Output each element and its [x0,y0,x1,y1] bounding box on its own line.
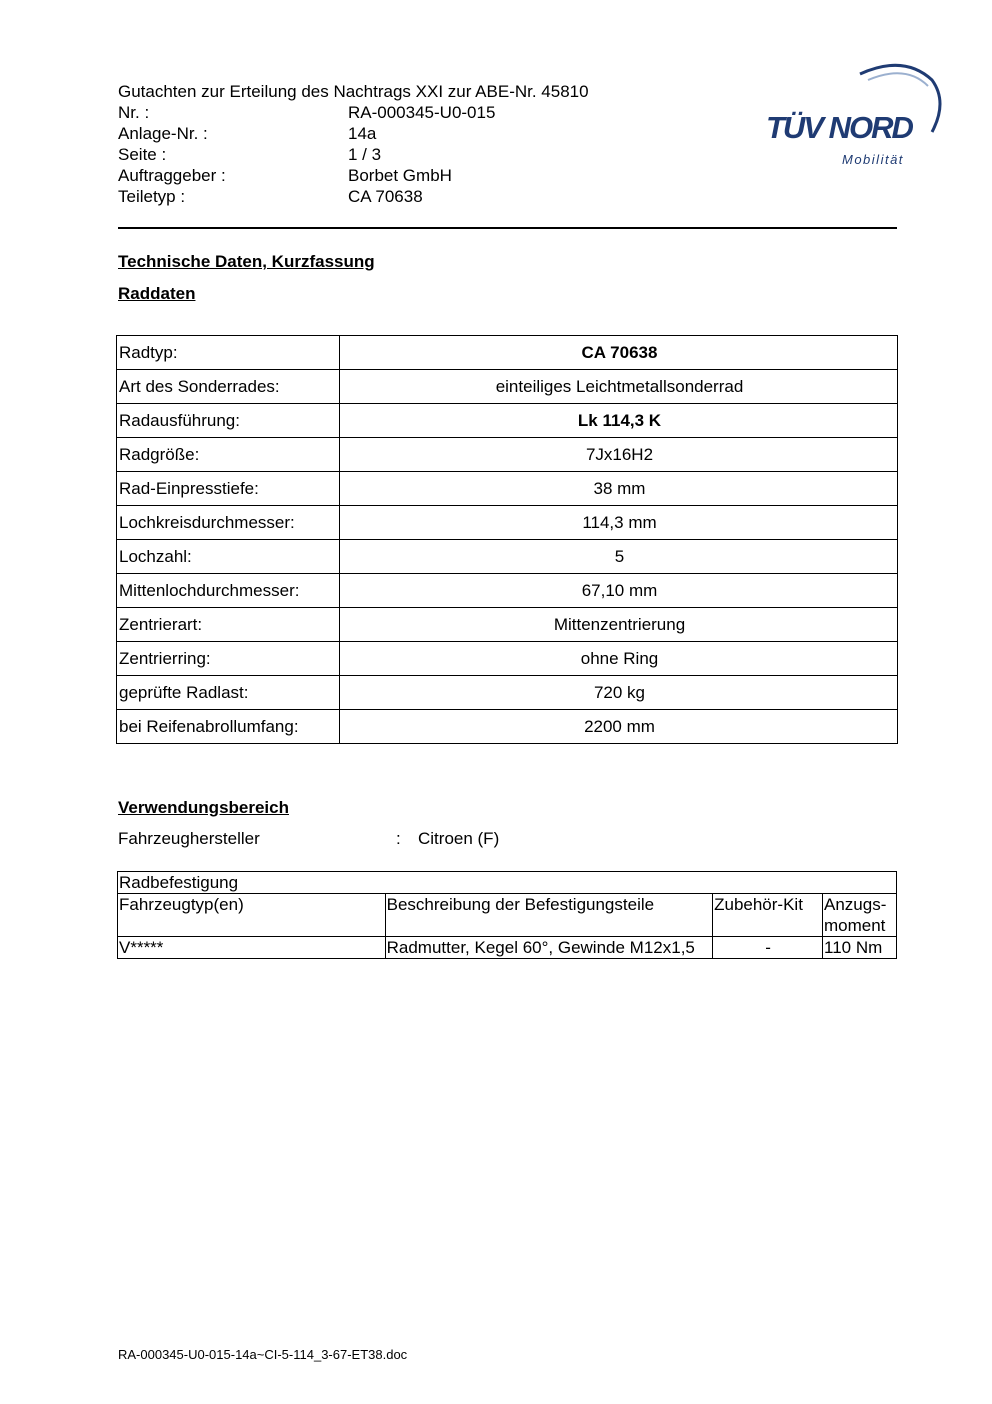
raddaten-value: 2200 mm [340,710,898,744]
raddaten-value: einteiliges Leichtmetallsonderrad [340,370,898,404]
raddaten-label: Mittenlochdurchmesser: [117,574,340,608]
raddaten-value: 38 mm [340,472,898,506]
raddaten-value: ohne Ring [340,642,898,676]
fahrzeughersteller-value: Citroen (F) [418,829,500,848]
header-key: Seite : [118,145,167,164]
footer-filename: RA-000345-U0-015-14a~CI-5-114_3-67-ET38.doc [118,1347,408,1362]
fahrzeughersteller-row [118,828,499,849]
header-key: Teiletyp : [118,187,186,206]
column-header: Zubehör-Kit [713,894,823,937]
header-key: Anlage-Nr. : [118,124,208,143]
header-row-auftraggeber [118,165,495,186]
raddaten-label: Lochzahl: [117,540,340,574]
header-info [118,102,495,207]
raddaten-value: Mittenzentrierung [340,608,898,642]
header-value: 14a [348,124,377,143]
header-row-nr [118,102,495,123]
raddaten-label: geprüfte Radlast: [117,676,340,710]
column-header: Beschreibung der Befestigungsteile [385,894,712,937]
raddaten-label: bei Reifenabrollumfang: [117,710,340,744]
table-row [117,404,898,438]
table-row [117,608,898,642]
header-key: Auftraggeber : [118,166,226,185]
table-row [117,642,898,676]
column-header: Fahrzeugtyp(en) [118,894,386,937]
raddaten-value: 114,3 mm [340,506,898,540]
table-row [117,336,898,370]
anzugsmoment-cell: 110 Nm [823,937,897,959]
raddaten-value: 720 kg [340,676,898,710]
logo-subtitle: Mobilität [842,152,904,167]
raddaten-value: CA 70638 [340,336,898,370]
separator-colon: : [396,829,401,848]
radbefestigung-caption: Radbefestigung [118,872,897,894]
section-heading-raddaten: Raddaten [118,284,196,303]
table-row [117,540,898,574]
header-value: CA 70638 [348,187,423,206]
radbefestigung-table [117,871,897,959]
table-row [117,370,898,404]
raddaten-label: Radgröße: [117,438,340,472]
radbefestigung-header-row [118,894,897,937]
header-row-seite [118,144,495,165]
document-title: Gutachten zur Erteilung des Nachtrags XXI zur ABE-Nr. 45810 [118,82,589,101]
raddaten-value: Lk 114,3 K [340,404,898,438]
table-row [117,472,898,506]
table-row [117,506,898,540]
header-value: 1 / 3 [348,145,382,164]
raddaten-value: 7Jx16H2 [340,438,898,472]
header-divider [118,227,897,229]
table-row [117,438,898,472]
column-header: Anzugs- moment [823,894,897,937]
fahrzeugtyp-cell: V***** [118,937,386,959]
raddaten-label: Zentrierart: [117,608,340,642]
header-row-teiletyp [118,186,495,207]
header-value: Borbet GmbH [348,166,452,185]
zubehoer-kit-cell: - [713,937,823,959]
table-row [118,937,897,959]
section-heading-verwendungsbereich: Verwendungsbereich [118,798,289,817]
raddaten-label: Zentrierring: [117,642,340,676]
raddaten-label: Radtyp: [117,336,340,370]
beschreibung-cell: Radmutter, Kegel 60°, Gewinde M12x1,5 [385,937,712,959]
raddaten-table [116,335,898,744]
header-row-anlage [118,123,495,144]
table-row [117,710,898,744]
radbefestigung-caption-row [118,872,897,894]
table-row [117,676,898,710]
raddaten-label: Radausführung: [117,404,340,438]
header-key: Nr. : [118,103,150,122]
logo-wordmark: TÜV NORD [766,110,912,145]
raddaten-label: Rad-Einpresstiefe: [117,472,340,506]
fahrzeughersteller-label: Fahrzeughersteller [118,829,260,848]
header-value: RA-000345-U0-015 [348,103,496,122]
section-heading-technische-daten: Technische Daten, Kurzfassung [118,252,375,271]
raddaten-value: 67,10 mm [340,574,898,608]
raddaten-label: Art des Sonderrades: [117,370,340,404]
raddaten-value: 5 [340,540,898,574]
raddaten-label: Lochkreisdurchmesser: [117,506,340,540]
table-row [117,574,898,608]
